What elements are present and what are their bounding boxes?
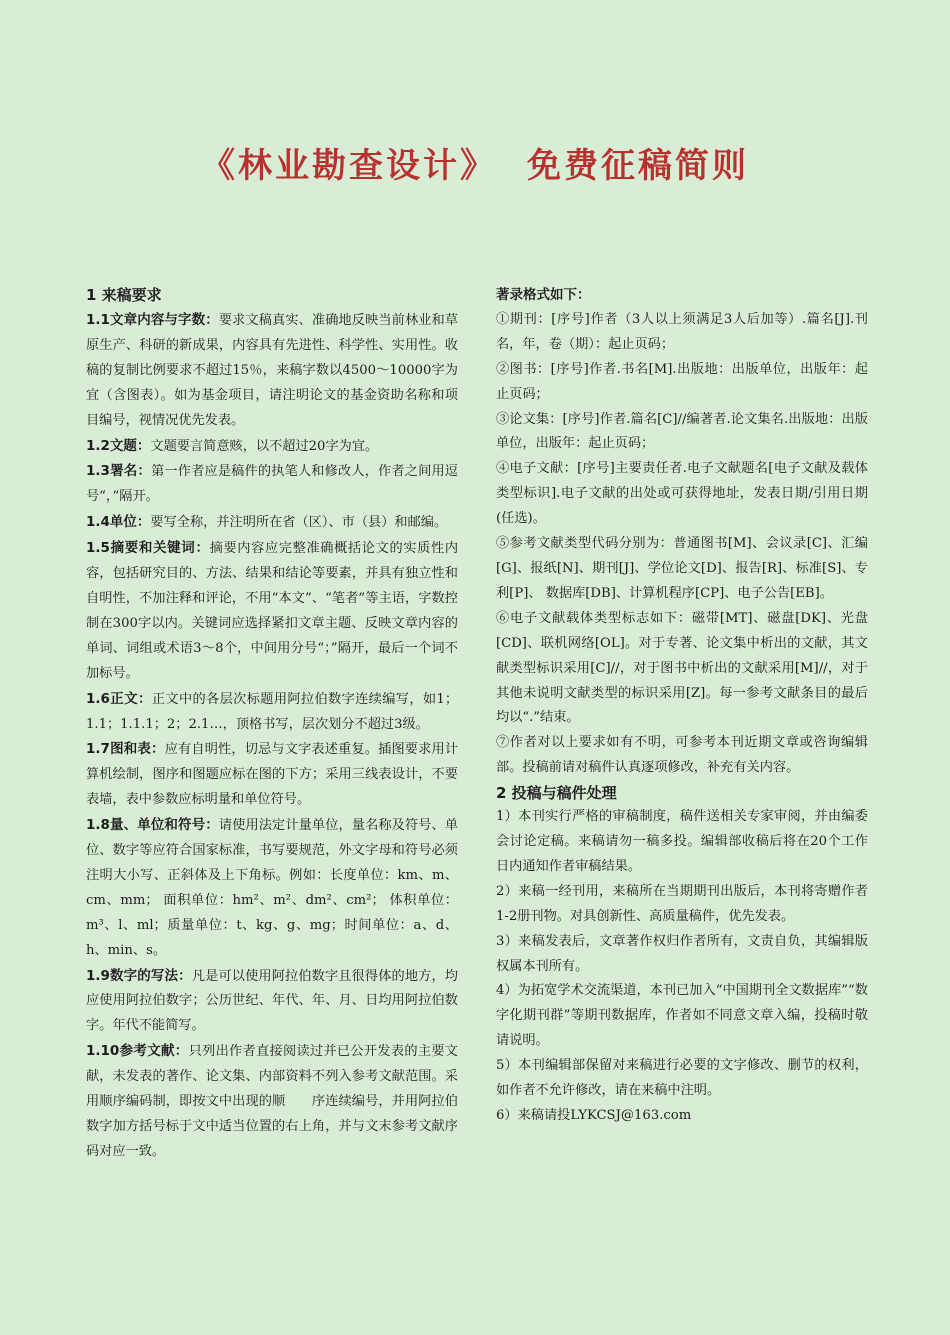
- title-subtitle: 免费征稿简则: [527, 146, 749, 186]
- item-1-3: [86, 459, 458, 510]
- item-1-2: [86, 434, 458, 460]
- item-label: 1.10参考文献：: [86, 1043, 189, 1060]
- item-text: 文题要言简意赅，以不超过20字为宜。: [150, 438, 379, 454]
- item-label: 1.4单位：: [86, 514, 151, 531]
- item-text: 摘要内容应完整准确概括论文的实质性内容，包括研究目的、方法、结果和结论等要素，并具有独立性和自明性，不加注释和评论，不用“本文”、“笔者”等主语，字数控制在300字以内。关键词应选择紧扣文章主题、反映文章内容的单词、词组或术语3～8个，中间用分号“；”隔开，最后一个词不加标号。: [86, 541, 459, 681]
- item-label: 1.7图和表：: [86, 741, 165, 758]
- submission-item: 2）来稿一经刊用，来稿所在当期期刊出版后，本刊将寄赠作者1-2册刊物。对具创新性、高质量稿件，优先发表。: [496, 883, 868, 924]
- item-1-1: [86, 308, 458, 434]
- item-1-4: [86, 510, 458, 536]
- item-text: 正文中的各层次标题用阿拉伯数字连续编写，如1；1.1；1.1.1；2；2.1…，顶格书写，层次划分不超过3级。: [86, 691, 459, 732]
- page-title: [0, 138, 950, 187]
- item-1-10: [86, 1039, 458, 1165]
- item-1-8: [86, 813, 458, 963]
- item-text: 要求文稿真实、准确地反映当前林业和草原生产、科研的新成果，内容具有先进性、科学性、实用性。收稿的复制比例要求不超过15％，来稿字数以4500～10000字为宜（含图表）。如为基金项目，请注明论文的基金资助名称和项目编号，视情况优先发表。: [86, 313, 459, 428]
- section-2-heading: 2 投稿与稿件处理: [496, 784, 617, 803]
- reference-format-item: ②图书：[序号]作者.书名[M].出版地：出版单位，出版年：起止页码；: [496, 361, 868, 402]
- item-1-5: [86, 536, 458, 686]
- references-format-heading: 著录格式如下：: [496, 287, 591, 303]
- item-label: 1.2文题：: [86, 437, 151, 454]
- item-1-6: [86, 687, 458, 738]
- reference-format-item: ⑤参考文献类型代码分别为：普通图书[M]、会议录[C]、汇编[G]、报纸[N]、期刊[J]、学位论文[D]、报告[R]、标准[S]、专利[P]、 数据库[DB]、计算机程序[CP]、电子公告[EB]。: [496, 536, 868, 601]
- reference-format-item: ④电子文献：[序号]主要责任者.电子文献题名[电子文献及载体类型标识].电子文献的出处或可获得地址，发表日期/引用日期(任选)。: [496, 461, 868, 527]
- submission-item: 5）本刊编辑部保留对来稿进行必要的文字修改、删节的权利，如作者不允许修改，请在来稿中注明。: [496, 1058, 868, 1099]
- submission-email: 6）来稿请投LYKCSJ@163.com: [496, 1108, 692, 1123]
- submission-item: 4）为拓宽学术交流渠道，本刊已加入“中国期刊全文数据库”“数字化期刊群”等期刊数据库，作者如不同意文章入编，投稿时敬请说明。: [496, 983, 868, 1049]
- item-text: 应有自明性，切忌与文字表述重复。插图要求用计算机绘制，图序和图题应标在图的下方；采用三线表设计，不要表墙，表中参数应标明量和单位符号。: [86, 742, 459, 808]
- item-text: 请使用法定计量单位，量名称及符号、单位、数字等应符合国家标准，书写要规范，外文字母和符号必须注明大小写、正斜体及上下角标。例如：长度单位：km、m、cm、mm； 面积单位：hm²、m²、dm²、cm²； 体积单位：m³、l、ml；质量单位：t、kg、g、mg；时间单位：a、d、h、min、s。: [86, 818, 459, 958]
- item-label: 1.5摘要和关键词：: [86, 540, 210, 557]
- item-text: 凡是可以使用阿拉伯数字且很得体的地方，均应使用阿拉伯数字；公历世纪、年代、年、月、日均用阿拉伯数字。年代不能简写。: [86, 968, 458, 1034]
- reference-format-item: ⑥电子文献载体类型标志如下：磁带[MT]、磁盘[DK]、光盘[CD]、联机网络[OL]。对于专著、论文集中析出的文献，其文献类型标识采用[C]//，对于图书中析出的文献采用[M]//，对于其他未说明文献类型的标识采用[Z]。每一参考文献条目的最后均以“.”结束。: [496, 610, 868, 726]
- item-label: 1.6正文：: [86, 690, 152, 707]
- submission-item: 3）来稿发表后，文章著作权归作者所有，文责自负，其编辑版权属本刊所有。: [496, 933, 868, 974]
- section-1-heading: 1 来稿要求: [86, 286, 162, 304]
- journal-name: 《林业勘查设计》: [201, 146, 497, 186]
- right-column: [496, 283, 868, 1129]
- item-text: 要写全称，并注明所在省（区）、市（县）和邮编。: [150, 515, 448, 531]
- reference-format-item: ⑦作者对以上要求如有不明，可参考本刊近期文章或咨询编辑部。投稿前请对稿件认真逐项修改，补充有关内容。: [496, 735, 868, 776]
- item-label: 1.8量、单位和符号：: [86, 817, 219, 834]
- reference-format-item: ③论文集：[序号]作者.篇名[C]//编著者.论文集名.出版地：出版单位，出版年：起止页码；: [496, 411, 868, 452]
- reference-format-item: ①期刊：[序号]作者（3人以上须满足3人后加等）.篇名[J].刊名，年，卷（期）：起止页码；: [496, 311, 868, 352]
- item-text: 第一作者应是稿件的执笔人和修改人，作者之间用逗号“，”隔开。: [86, 464, 458, 505]
- left-column: [86, 283, 458, 1165]
- item-1-7: [86, 737, 458, 813]
- item-label: 1.9数字的写法：: [86, 967, 192, 984]
- item-label: 1.3署名：: [86, 463, 152, 480]
- item-1-9: [86, 964, 458, 1040]
- item-label: 1.1文章内容与字数：: [86, 312, 219, 328]
- submission-item: 1）本刊实行严格的审稿制度，稿件送相关专家审阅，并由编委会讨论定稿。来稿请勿一稿多投。编辑部收稿后将在20个工作日内通知作者审稿结果。: [496, 809, 868, 874]
- item-text: 只列出作者直接阅读过并已公开发表的主要文献，未发表的著作、论文集、内部资料不列入参考文献范围。采用顺序编码制，即按文中出现的顺 序连续编号，并用阿拉伯数字加方括号标于文中适当位置的右上角，并与文末参考文献序码对应一致。: [86, 1044, 458, 1159]
